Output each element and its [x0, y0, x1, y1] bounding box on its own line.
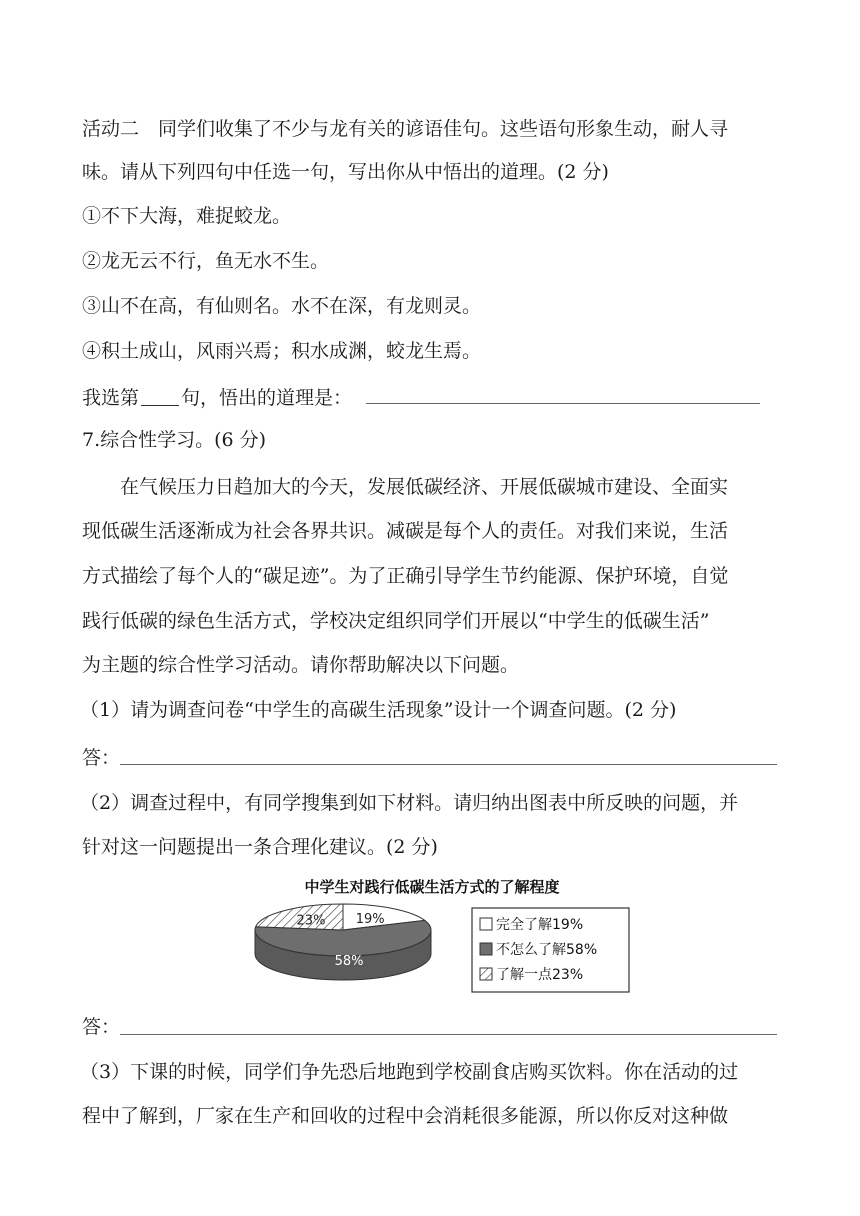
sentence-number-blank[interactable] — [141, 387, 179, 406]
legend-swatch-2 — [480, 943, 492, 955]
answer-suffix: 句，悟出的道理是： — [181, 387, 353, 409]
q7-paragraph-line2: 现低碳生活逐渐成为社会各界共识。减碳是每个人的责任。对我们来说，生活 — [82, 520, 729, 542]
answer-label-2: 答： — [82, 1016, 121, 1038]
activity2-answer — [82, 385, 352, 411]
q7-paragraph-line1: 在气候压力日趋加大的今天，发展低碳经济、开展低碳城市建设、全面实 — [120, 476, 729, 498]
q7-paragraph-line4: 践行低碳的绿色生活方式，学校决定组织同学们开展以“中学生的低碳生活” — [82, 610, 710, 632]
q7-sub2-line2: 针对这一问题提出一条合理化建议。(2 分) — [82, 836, 438, 858]
option-2: ②龙无云不行，鱼无水不生。 — [82, 250, 330, 272]
q7-sub3-line1: （3）下课的时候，同学们争先恐后地跑到学校副食店购买饮料。你在活动的过 — [80, 1061, 739, 1083]
option-4: ④积土成山，风雨兴焉；积水成渊，蛟龙生焉。 — [82, 340, 482, 362]
reason-answer-line[interactable] — [366, 403, 760, 404]
option-3: ③山不在高，有仙则名。水不在深，有龙则灵。 — [82, 295, 482, 317]
q7-sub1: （1）请为调查问卷“中学生的高碳生活现象”设计一个调查问题。(2 分) — [80, 699, 677, 721]
answer-line-2[interactable] — [120, 1034, 777, 1035]
slice-label-3: 23% — [296, 913, 326, 929]
q7-sub2-line1: （2）调查过程中，有同学搜集到如下材料。请归纳出图表中所反映的问题，并 — [80, 792, 739, 814]
chart-legend — [472, 908, 629, 992]
slice-label-2: 58% — [334, 954, 364, 970]
legend-label-3: 了解一点23% — [496, 967, 584, 983]
q7-paragraph-line5: 为主题的综合性学习活动。请你帮助解决以下问题。 — [82, 654, 520, 676]
legend-label-2: 不怎么了解58% — [496, 942, 598, 958]
activity2-intro-line2: 味。请从下列四句中任选一句，写出你从中悟出的道理。(2 分) — [82, 161, 609, 183]
legend-swatch-1 — [480, 918, 492, 930]
option-1: ①不下大海，难捉蛟龙。 — [82, 205, 292, 227]
slice-label-1: 19% — [355, 912, 385, 928]
pie-slices — [255, 904, 431, 980]
answer-line-1[interactable] — [120, 764, 777, 765]
answer-label-1: 答： — [82, 747, 121, 769]
q7-heading: 7.综合性学习。(6 分) — [82, 429, 267, 451]
q7-sub3-line2: 程中了解到，厂家在生产和回收的过程中会消耗很多能源，所以你反对这种做 — [82, 1105, 729, 1127]
activity2-intro-line1: 活动二 同学们收集了不少与龙有关的谚语佳句。这些语句形象生动，耐人寻 — [82, 118, 729, 140]
legend-label-1: 完全了解19% — [496, 917, 584, 933]
chart-title: 中学生对践行低碳生活方式的了解程度 — [304, 878, 560, 896]
legend-swatch-3 — [480, 968, 492, 980]
q7-paragraph-line3: 方式描绘了每个人的“碳足迹”。为了正确引导学生节约能源、保护环境，自觉 — [82, 565, 729, 587]
pie-chart — [240, 868, 640, 1008]
answer-prefix: 我选第 — [82, 387, 140, 409]
